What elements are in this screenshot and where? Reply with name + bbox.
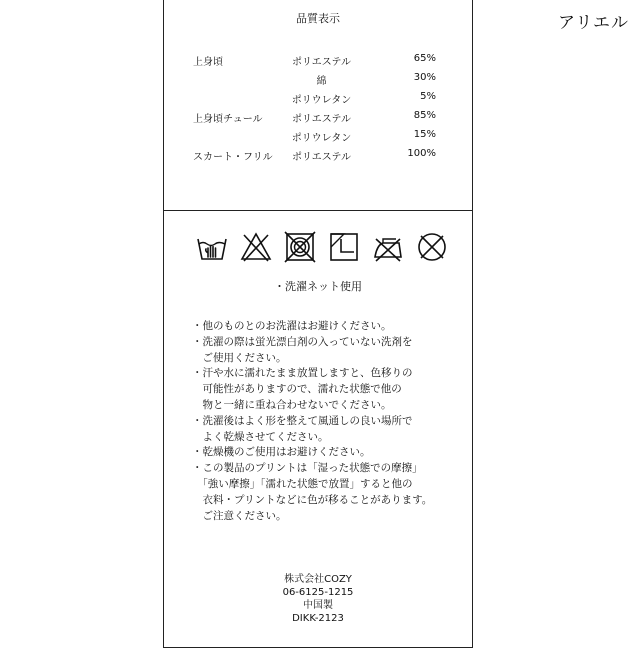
- care-note-line: ご使用ください。: [192, 351, 287, 364]
- no-tumble-dry-icon: [284, 231, 316, 263]
- no-bleach-icon: [240, 231, 272, 263]
- no-dry-clean-icon: [416, 231, 448, 263]
- care-note-line: ご注意ください。: [192, 509, 287, 522]
- part-name: 上身頃: [193, 57, 223, 68]
- composition-row: [164, 72, 472, 86]
- care-note-line: よく乾燥させてください。: [192, 430, 329, 443]
- material-name: ポリエステル: [291, 114, 352, 125]
- section-divider: [164, 210, 472, 211]
- part-name: 上身頃チュール: [193, 114, 263, 125]
- composition-row: [164, 110, 472, 124]
- company-name: 株式会社COZY: [284, 574, 352, 585]
- care-note-line: 「強い摩擦」「濡れた状態で放置」すると他の: [192, 477, 413, 490]
- care-note-line: 物と一緒に重ね合わせないでください。: [192, 398, 392, 411]
- laundry-net-note: ・洗濯ネット使用: [274, 280, 362, 293]
- composition-row: [164, 148, 472, 162]
- care-instructions: [192, 319, 452, 524]
- maker-info: [164, 573, 472, 625]
- material-name: ポリウレタン: [291, 133, 352, 144]
- care-note-line: 可能性がありますので、濡れた状態で他の: [192, 383, 402, 396]
- material-percent: 5%: [420, 91, 436, 102]
- material-name: ポリエステル: [291, 152, 352, 163]
- material-name: 綿: [316, 76, 327, 87]
- care-note-line: ・汗や水に濡れたまま放置しますと、色移りの: [192, 367, 413, 380]
- care-note-line: ・他のものとのお洗濯はお避けください。: [192, 320, 392, 332]
- line-dry-shade-icon: [328, 231, 360, 263]
- product-code: DIKK-2123: [292, 613, 344, 624]
- material-percent: 100%: [407, 148, 436, 159]
- no-iron-icon: [372, 231, 404, 263]
- product-name-label: アリエル: [558, 13, 629, 33]
- material-percent: 30%: [413, 72, 436, 83]
- care-note-line: ・洗濯の際は蛍光漂白剤の入っていない洗剤を: [192, 335, 413, 348]
- material-percent: 85%: [413, 110, 436, 121]
- care-note-line: ・洗濯後はよく形を整えて風通しの良い場所で: [192, 414, 413, 427]
- care-note-line: 衣料・プリントなどに色が移ることがあります。: [192, 493, 433, 506]
- care-tag: [163, 0, 473, 648]
- composition-row: [164, 91, 472, 105]
- quality-title: 品質表示: [296, 12, 340, 25]
- material-percent: 15%: [413, 129, 436, 140]
- country-of-origin: 中国製: [303, 600, 333, 611]
- care-symbols: [196, 231, 451, 263]
- phone-number: 06-6125-1215: [282, 587, 354, 598]
- hand-wash-icon: [196, 231, 228, 263]
- composition-row: [164, 53, 472, 67]
- part-name: スカート・フリル: [193, 152, 273, 163]
- care-note-line: ・この製品のプリントは「湿った状態での摩擦」: [192, 462, 423, 475]
- care-note-line: ・乾燥機のご使用はお避けください。: [192, 446, 371, 459]
- material-percent: 65%: [413, 53, 436, 64]
- composition-row: [164, 129, 472, 143]
- material-name: ポリウレタン: [291, 95, 352, 106]
- material-name: ポリエステル: [291, 57, 352, 68]
